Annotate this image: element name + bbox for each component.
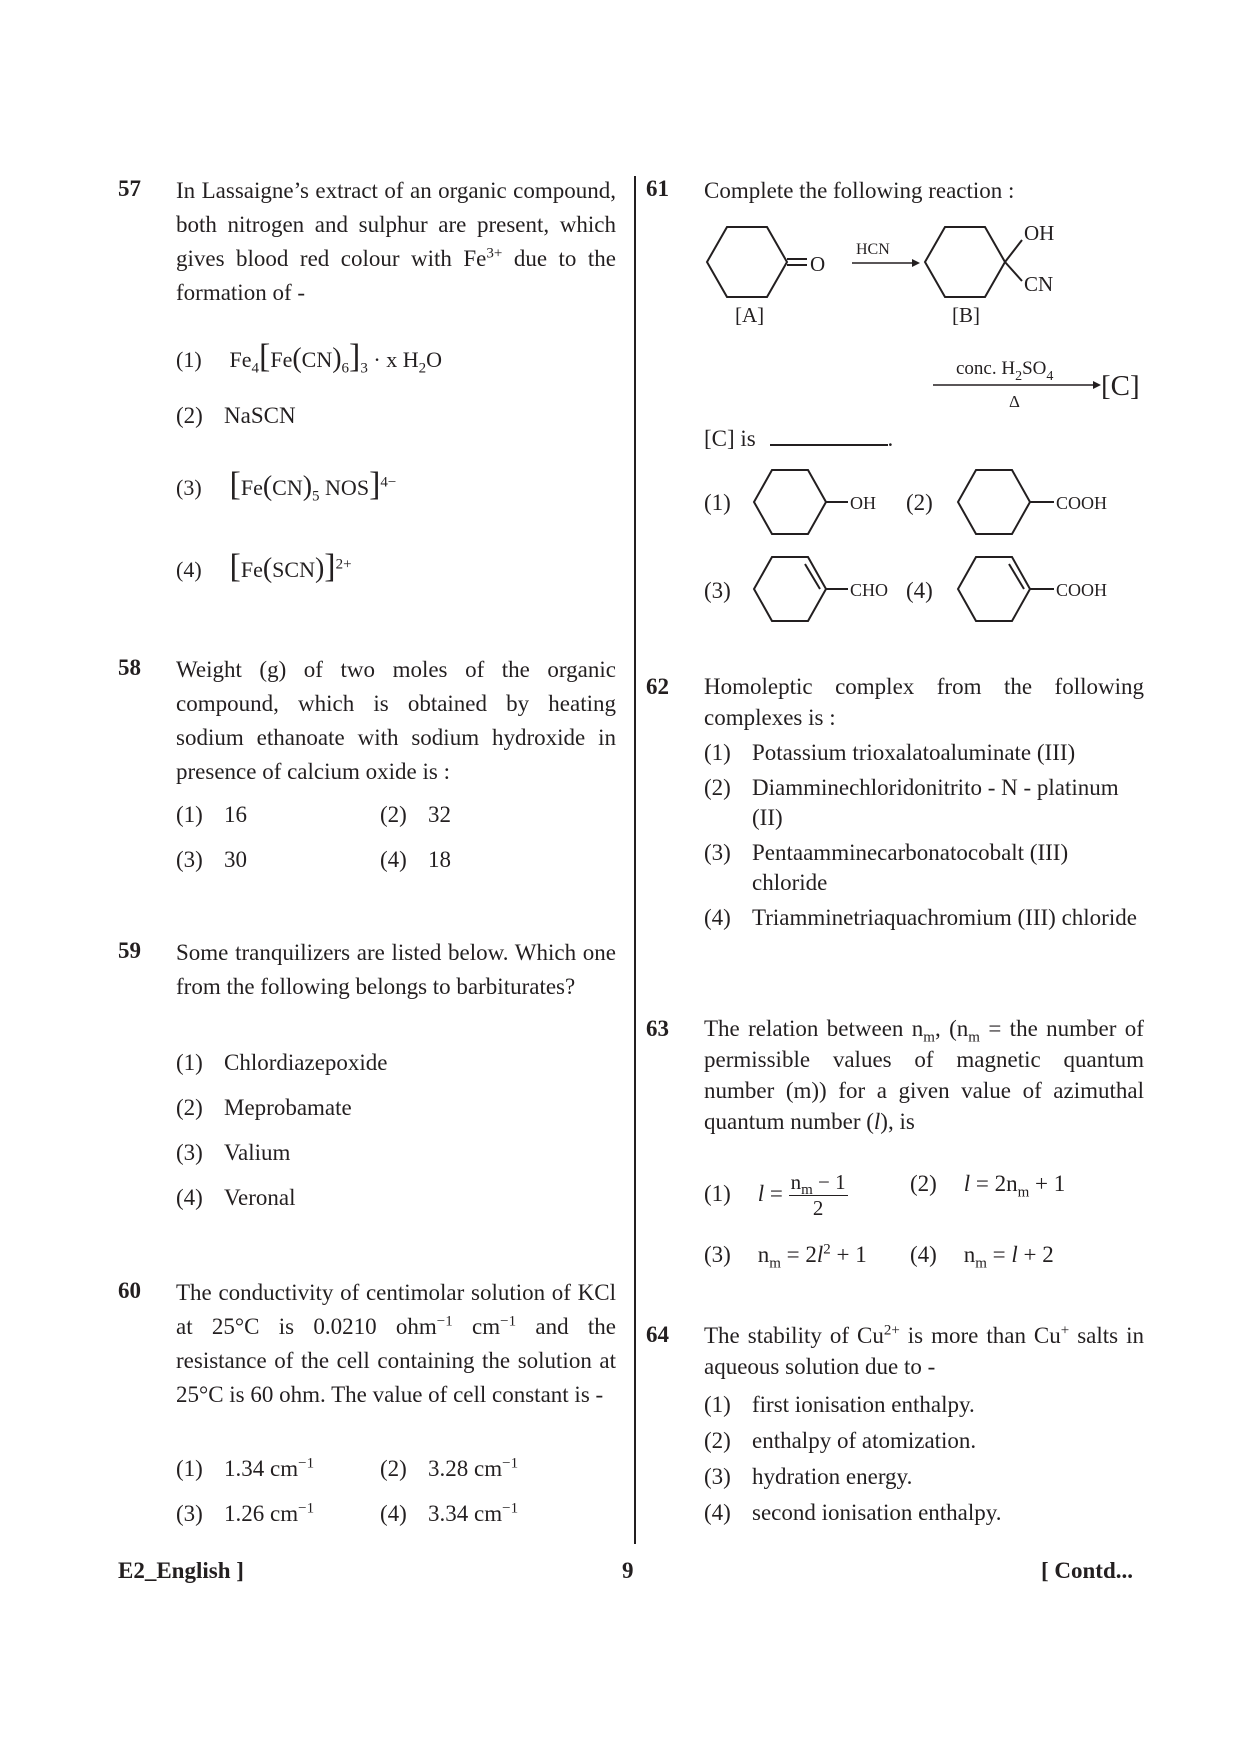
footer-contd: [ Contd... <box>1041 1558 1134 1583</box>
option-number: (1) <box>176 802 203 827</box>
question-61-text: Complete the following reaction : <box>704 178 1015 203</box>
option-formula: $[Fe(SCN)]^{2+}$ <box>229 548 352 585</box>
option-number: (3) <box>176 1501 203 1526</box>
option-formula: $n_m = l + 2$ <box>963 1242 1054 1272</box>
option-formula: $Fe_4[Fe(CN)_6]_3 \cdot x$ $H_2O$ <box>229 338 442 377</box>
q58-option-1[interactable] <box>176 802 247 828</box>
option-number: (2) <box>910 1171 937 1196</box>
option-number: (4) <box>380 1501 407 1526</box>
reagent-hcn: HCN <box>856 241 890 258</box>
option-number: (1) <box>704 740 731 765</box>
option-number: (4) <box>704 1500 731 1525</box>
page-number: 9 <box>622 1558 634 1583</box>
option-text: 16 <box>224 802 247 827</box>
q61-option-1-label <box>704 490 731 516</box>
question-62-text: Homoleptic complex from the following complexes is : <box>704 674 1144 730</box>
q61-option-4-label <box>906 578 933 604</box>
arrow-head <box>1093 381 1101 389</box>
cyclohexane-ring <box>958 470 1030 534</box>
q59-option-3[interactable] <box>176 1140 290 1166</box>
question-number-61: 61 <box>646 176 669 201</box>
q57-option-1[interactable] <box>176 338 442 376</box>
q62-option-4[interactable] <box>704 903 1144 933</box>
group-cho: CHO <box>850 580 889 600</box>
q57-option-2[interactable] <box>176 403 296 429</box>
cyclohexane-ring-a <box>707 227 787 297</box>
option-text: Diamminechloridonitrito - N - platinum (II) <box>752 775 1119 830</box>
q64-option-4[interactable] <box>704 1498 1144 1528</box>
option-text: Veronal <box>224 1185 296 1210</box>
option-formula: $l = 2n_m + 1$ <box>963 1171 1066 1201</box>
question-number-64: 64 <box>646 1322 669 1347</box>
q64-options <box>704 1390 1144 1528</box>
cyclohexene-ring <box>754 557 826 621</box>
option-number: (4) <box>380 847 407 872</box>
option-text: NaSCN <box>224 403 296 428</box>
q63-option-3[interactable] <box>704 1241 867 1272</box>
oh-label: OH <box>1024 221 1055 245</box>
product-c: [C] <box>1101 370 1140 402</box>
answer-blank <box>770 444 888 446</box>
option-text: enthalpy of atomization. <box>752 1428 977 1453</box>
q64-option-3[interactable] <box>704 1462 1144 1492</box>
q59-option-1[interactable] <box>176 1050 388 1076</box>
question-number-58: 58 <box>118 655 141 680</box>
option-number: (3) <box>704 578 731 603</box>
q61-option-2[interactable] <box>952 465 1132 540</box>
cyclohexane-ring <box>754 470 826 534</box>
bond-oh <box>1005 240 1022 262</box>
option-text: Meprobamate <box>224 1095 352 1120</box>
option-text: 1.34 $cm^{-1}$ <box>224 1455 315 1481</box>
question-number-57: 57 <box>118 176 141 201</box>
option-text: first ionisation enthalpy. <box>752 1392 975 1417</box>
question-number-59: 59 <box>118 938 141 963</box>
q60-option-4[interactable] <box>380 1501 518 1527</box>
bond-cn <box>1005 262 1022 281</box>
q64-option-2[interactable] <box>704 1426 1144 1456</box>
question-63-text <box>704 1013 1144 1137</box>
q57-option-4[interactable] <box>176 548 352 586</box>
option-number: (3) <box>704 840 731 865</box>
q62-option-3[interactable] <box>704 838 1144 898</box>
cyclohexane-ring-b <box>925 227 1005 297</box>
option-number: (3) <box>176 475 202 500</box>
q64-text-part: The stability of $Cu^{2+}$ is more than Cu+ salts in aqueous solution due to - <box>704 1322 1144 1379</box>
c-is-label: [C] is <box>704 426 756 451</box>
q61-option-2-label <box>906 490 933 516</box>
option-text: 18 <box>428 847 451 872</box>
question-58-text: Weight (g) of two moles of the organic compound, which is obtained by heating sodium ethanoate with sodium hydroxide in presence of calcium oxide is : <box>176 657 616 784</box>
option-number: (3) <box>176 847 203 872</box>
q58-option-3[interactable] <box>176 847 247 873</box>
option-text: 3.34 $cm^{-1}$ <box>428 1500 519 1526</box>
question-number-60: 60 <box>118 1278 141 1303</box>
option-number: (1) <box>176 1050 203 1075</box>
q61-option-4[interactable] <box>952 552 1132 627</box>
q63-option-1[interactable] <box>704 1170 848 1221</box>
group-oh: OH <box>850 493 876 513</box>
option-text: 32 <box>428 802 451 827</box>
option-number: (2) <box>704 1428 731 1453</box>
option-number: (2) <box>176 1095 203 1120</box>
q64-option-1[interactable] <box>704 1390 1144 1420</box>
question-60-text <box>176 1276 616 1412</box>
option-number: (4) <box>906 578 933 603</box>
q60-text-part: The conductivity of centimolar solution of KCl at 25°C is 0.0210 ohm$^{-1}$ $cm^{-1}$ and the resistance of the cell containing the solution at 25°C is 60 ohm. The value of cell constant is - <box>176 1280 616 1407</box>
option-number: (4) <box>176 1185 203 1210</box>
q62-option-1[interactable] <box>704 738 1144 768</box>
q62-option-2[interactable] <box>704 773 1144 833</box>
arrow-head <box>912 259 920 267</box>
option-number: (4) <box>910 1242 937 1267</box>
question-64-text <box>704 1320 1144 1382</box>
question-57-text <box>176 174 616 310</box>
label-b: [B] <box>952 303 980 327</box>
option-text: Chlordiazepoxide <box>224 1050 388 1075</box>
option-number: (1) <box>704 1392 731 1417</box>
option-text: 30 <box>224 847 247 872</box>
question-59-text: Some tranquilizers are listed below. Which one from the following belongs to barbiturates? <box>176 940 616 999</box>
question-number-63: 63 <box>646 1016 669 1041</box>
heat-symbol: Δ <box>1009 392 1020 411</box>
q60-option-2[interactable] <box>380 1456 518 1482</box>
ring-double-bond <box>1009 564 1024 589</box>
option-text: Valium <box>224 1140 291 1165</box>
option-number: (1) <box>704 490 731 515</box>
footer-paper-code: E2_English ] <box>118 1558 244 1583</box>
oxygen-label: O <box>810 252 826 276</box>
cn-label: CN <box>1024 272 1054 296</box>
option-text: 1.26 $cm^{-1}$ <box>224 1500 315 1526</box>
q58-option-2[interactable] <box>380 802 451 828</box>
option-number: (1) <box>176 1456 203 1481</box>
cyclohexene-ring <box>958 557 1030 621</box>
option-number: (2) <box>906 490 933 515</box>
option-text: Potassium trioxalatoaluminate (III) <box>752 740 1076 765</box>
group-cooh: COOH <box>1056 493 1108 513</box>
option-text: Triamminetriaquachromium (III) chloride <box>752 905 1137 930</box>
q63-option-4[interactable] <box>910 1242 1054 1272</box>
option-formula: [$Fe(CN)_5$ NOS]$^{4-}$ <box>229 466 397 505</box>
ring-double-bond <box>805 564 820 589</box>
q60-option-1[interactable] <box>176 1456 314 1482</box>
option-number: (4) <box>176 557 202 582</box>
option-number: (2) <box>176 403 203 428</box>
q57-option-3[interactable] <box>176 466 396 504</box>
option-formula: $n_m = 2l^2 + 1$ <box>757 1241 867 1272</box>
option-number: (1) <box>176 347 202 372</box>
q59-option-4[interactable] <box>176 1185 296 1211</box>
option-number: (3) <box>704 1242 731 1267</box>
option-text: 3.28 $cm^{-1}$ <box>428 1455 519 1481</box>
q60-option-3[interactable] <box>176 1501 314 1527</box>
reagent-h2so4: conc. $H_2SO_4$ <box>956 358 1054 384</box>
option-text: hydration energy. <box>752 1464 913 1489</box>
option-number: (2) <box>380 802 407 827</box>
question-number-62: 62 <box>646 674 669 699</box>
q62-options <box>704 738 1144 933</box>
q58-option-4[interactable] <box>380 847 451 873</box>
option-number: (1) <box>704 1180 731 1206</box>
q61-option-3-label <box>704 578 731 604</box>
q61-question-c: [C] is . <box>704 426 894 451</box>
reaction-scheme <box>700 215 1140 415</box>
q59-option-2[interactable] <box>176 1095 352 1121</box>
q57-text-part: In Lassaigne’s extract of an organic compound, both nitrogen and sulphur are present, which gives blood red colour with $Fe^{3+}$ due to the formation of - <box>176 178 616 305</box>
option-number: (3) <box>704 1464 731 1489</box>
option-number: (2) <box>380 1456 407 1481</box>
option-text: second ionisation enthalpy. <box>752 1500 1002 1525</box>
q63-text-part: The relation between $n_m$, ($n_m$ = the number of permissible values of magnetic quantum number (m)) for a given value of azimuthal quantum number (l), is <box>704 1016 1144 1134</box>
column-divider <box>634 176 636 1544</box>
option-number: (3) <box>176 1140 203 1165</box>
option-number: (4) <box>704 905 731 930</box>
label-a: [A] <box>735 303 765 327</box>
option-text: Pentaamminecarbonatocobalt (III) chloride <box>752 840 1069 895</box>
q61-option-3[interactable] <box>748 552 898 627</box>
q61-option-1[interactable] <box>748 465 898 540</box>
option-formula: l = $\frac{n_m - 1}{2}$ <box>757 1170 846 1220</box>
q63-option-2[interactable] <box>910 1171 1066 1201</box>
option-number: (2) <box>704 775 731 800</box>
group-cooh: COOH <box>1056 580 1108 600</box>
